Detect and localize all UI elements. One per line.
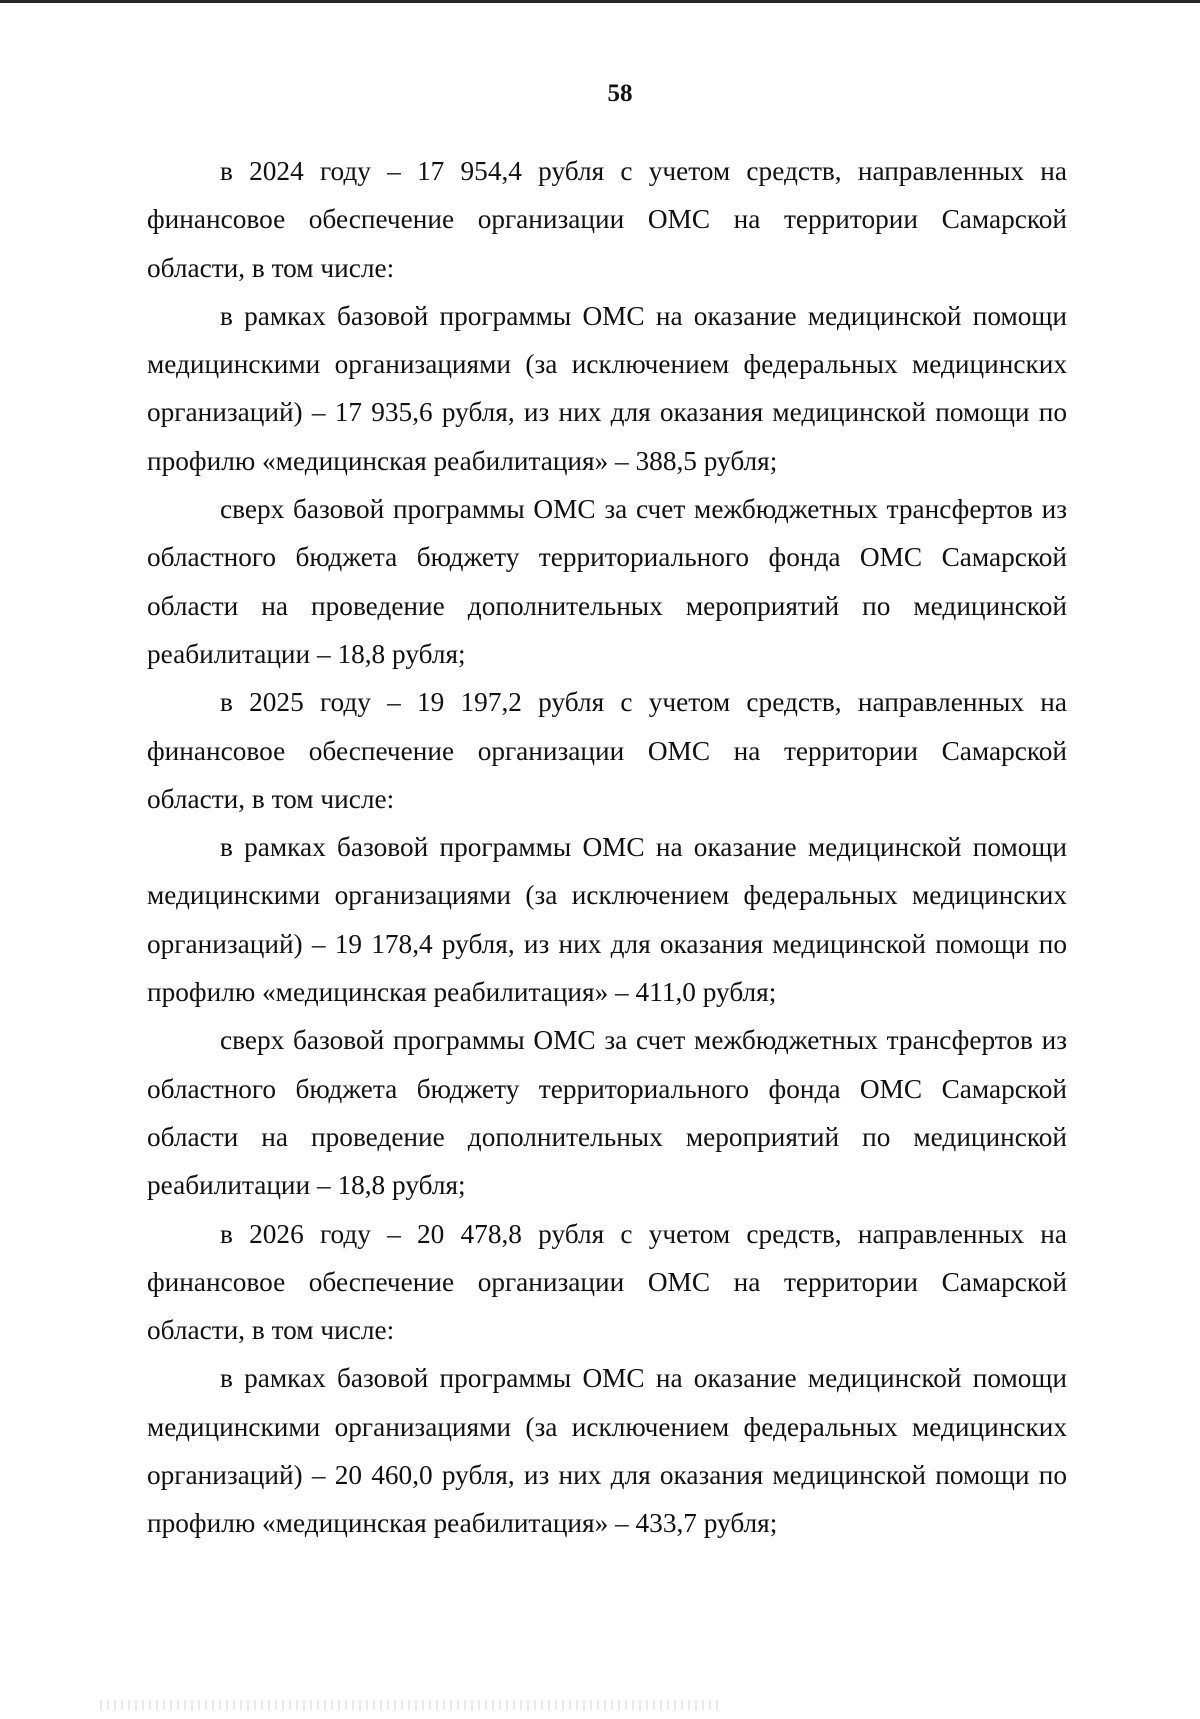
paragraph-2024-above-base: сверх базовой программы ОМС за счет межбюджетных трансфертов из областного бюджета бюджету территориального фонда ОМС Самарской области на проведение дополнительных мероприятий по медицинской реабилитации – 18,8 рубля;	[147, 494, 1067, 669]
document-body	[147, 147, 1067, 1548]
paragraph-2025-above-base: сверх базовой программы ОМС за счет межбюджетных трансфертов из областного бюджета бюджету территориального фонда ОМС Самарской области на проведение дополнительных мероприятий по медицинской реабилитации – 18,8 рубля;	[147, 1025, 1067, 1201]
scan-artifact	[100, 1700, 720, 1710]
paragraph-2025-base-program: в рамках базовой программы ОМС на оказание медицинской помощи медицинскими организациями (за исключением федеральных медицинских организаций) – 19 178,4 рубля, из них для оказания медицинской помощи по профилю «медицинская реабилитация» – 411,0 рубля;	[147, 832, 1067, 1008]
paragraph-2024-total: в 2024 году – 17 954,4 рубля с учетом средств, направленных на финансовое обеспечение организации ОМС на территории Самарской области, в том числе:	[147, 156, 1067, 283]
paragraph-2025-total: в 2025 году – 19 197,2 рубля с учетом средств, направленных на финансовое обеспечение организации ОМС на территории Самарской области, в том числе:	[147, 687, 1067, 814]
top-border-line	[0, 0, 1200, 3]
paragraph-2026-total: в 2026 году – 20 478,8 рубля с учетом средств, направленных на финансовое обеспечение организации ОМС на территории Самарской области, в том числе:	[147, 1218, 1067, 1346]
paragraph-2024-base-program: в рамках базовой программы ОМС на оказание медицинской помощи медицинскими организациями (за исключением федеральных медицинских организаций) – 17 935,6 рубля, из них для оказания медицинской помощи по профилю «медицинская реабилитация» – 388,5 рубля;	[147, 300, 1067, 476]
paragraph-2026-base-program: в рамках базовой программы ОМС на оказание медицинской помощи медицинскими организациями (за исключением федеральных медицинских организаций) – 20 460,0 рубля, из них для оказания медицинской помощи по профилю «медицинская реабилитация» – 433,7 рубля;	[147, 1363, 1067, 1539]
page-number: 58	[607, 80, 633, 107]
